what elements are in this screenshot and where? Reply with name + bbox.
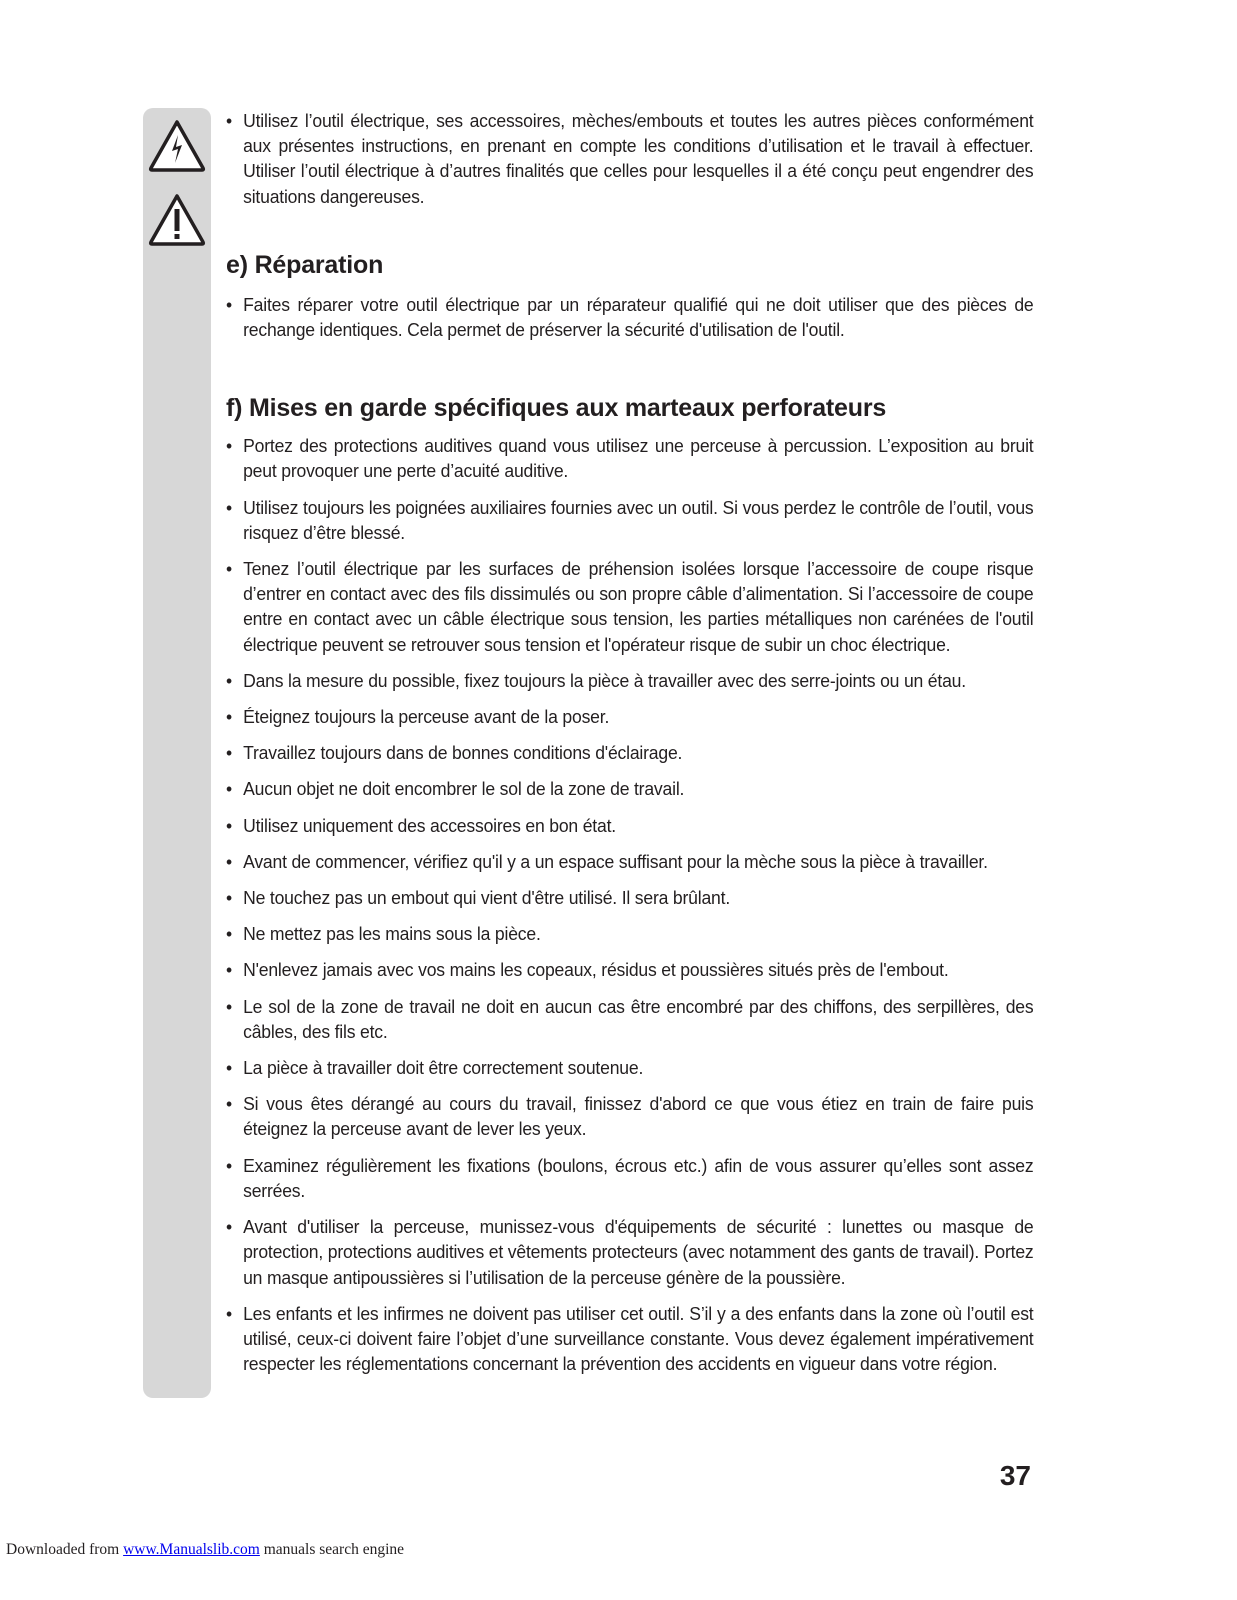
bullet-mark: • [226,110,232,131]
bullet-text: Travaillez toujours dans de bonnes conditions d'éclairage. [243,742,683,764]
heading-reparation: e) Réparation [226,250,384,279]
bullet-item [226,704,1034,729]
bullet-text: Les enfants et les infirmes ne doivent pas utiliser cet outil. S’il y a des enfants dans la zone où l’outil est utilisé, ceux-ci doivent faire l’objet d’une surveillance constante. Vous devez également impérativement respecter les réglementations concernant la prévention des accidents en vigueur dans votre région. [243,1302,1034,1375]
bullet-item [226,1055,1034,1080]
bullet-mark: • [226,669,232,691]
document-body [226,108,1032,1387]
bullet-item [226,668,1034,693]
bullet-mark: • [226,558,232,580]
bullet-text: Examinez régulièrement les fixations (boulons, écrous etc.) afin de vous assurer qu’elles sont assez serrées. [243,1154,1034,1201]
bullet-mark: • [226,742,232,764]
section-e-list [226,292,1032,342]
bullet-text: N'enlevez jamais avec vos mains les copeaux, résidus et poussières situés près de l'embout. [243,959,949,981]
bullet-mark: • [226,1302,232,1324]
bullet-text: Portez des protections auditives quand vous utilisez une perceuse à percussion. L’exposition au bruit peut provoquer une perte d’acuité auditive. [243,435,1034,482]
bullet-mark: • [226,923,232,945]
bullet-text: Utilisez toujours les poignées auxiliaires fournies avec un outil. Si vous perdez le contrôle de l’outil, vous risquez d’être blessé. [243,496,1034,543]
bullet-mark: • [226,293,232,315]
bullet-mark: • [226,435,232,457]
bullet-text: Ne mettez pas les mains sous la pièce. [243,923,541,945]
bullet-mark: • [226,1093,232,1115]
bullet-text: Faites réparer votre outil électrique par un réparateur qualifié qui ne doit utiliser que des pièces de rechange identiques. Cela permet de préserver la sécurité d'utilisation de l'outil. [243,293,1034,341]
bullet-text: Éteignez toujours la perceuse avant de la poser. [243,706,610,728]
manualslib-link[interactable]: www.Manualslib.com [123,1541,260,1558]
bullet-item [226,813,1034,838]
bullet-item [226,994,1034,1044]
bullet-text: Dans la mesure du possible, fixez toujours la pièce à travailler avec des serre-joints ou un étau. [243,669,966,691]
bullet-item [226,433,1034,483]
bullet-mark: • [226,1216,232,1238]
bullet-item [226,776,1034,801]
bullet-mark: • [226,778,232,800]
bullet-mark: • [226,995,232,1017]
bullet-mark: • [226,1154,232,1176]
general-warning-icon [147,192,207,248]
bullet-mark: • [226,887,232,909]
bullet-text: Utilisez l’outil électrique, ses accessoires, mèches/embouts et toutes les autres pièces conformément aux présentes instructions, en prenant en compte les conditions d’utilisation et le travail à effectuer. Utiliser l’outil électrique à d’autres finalités que celles pour lesquelles il a été conçu peut engendrer des situations dangereuses. [243,110,1034,207]
bullet-mark: • [226,496,232,518]
bullet-mark: • [226,706,232,728]
warning-sidebar [143,108,211,1398]
section-d-list [226,108,1032,209]
footer-suffix: manuals search engine [259,1541,405,1558]
bullet-item [226,957,1034,982]
bullet-item [226,1153,1034,1203]
footer-prefix: Downloaded from [6,1541,124,1558]
bullet-item [226,1214,1034,1290]
bullet-item [226,108,1034,209]
bullet-mark: • [226,814,232,836]
bullet-mark: • [226,850,232,872]
page-number: 37 [999,1460,1031,1491]
bullet-text: Tenez l’outil électrique par les surfaces de préhension isolées lorsque l’accessoire de coupe risque d’entrer en contact avec des fils dissimulés ou son propre câble d’alimentation. Si l’accessoire de coupe entre en contact avec un câble électrique sous tension, les parties métalliques non carénées de l'outil électrique peuvent se retrouver sous tension et l'opérateur risque de subir un choc électrique. [243,558,1034,655]
bullet-mark: • [226,959,232,981]
bullet-text: La pièce à travailler doit être correctement soutenue. [243,1057,644,1079]
heading-marteaux-perforateurs: f) Mises en garde spécifiques aux marteaux perforateurs [226,394,887,423]
bullet-text: Si vous êtes dérangé au cours du travail, finissez d'abord ce que vous étiez en train de faire puis éteignez la perceuse avant de lever les yeux. [243,1093,1034,1140]
bullet-mark: • [226,1057,232,1079]
bullet-text: Avant de commencer, vérifiez qu'il y a un espace suffisant pour la mèche sous la pièce à travailler. [243,850,988,872]
bullet-text: Avant d'utiliser la perceuse, munissez-vous d'équipements de sécurité : lunettes ou masque de protection, protections auditives et vêtements protecteurs (avec notamment des gants de travail). Portez un masque antipoussières si l’utilisation de la perceuse génère de la poussière. [243,1216,1034,1288]
bullet-text: Aucun objet ne doit encombrer le sol de la zone de travail. [243,778,685,800]
bullet-text: Ne touchez pas un embout qui vient d'être utilisé. Il sera brûlant. [243,887,731,909]
bullet-text: Le sol de la zone de travail ne doit en aucun cas être encombré par des chiffons, des serpillères, des câbles, des fils etc. [243,995,1034,1042]
section-f-list [226,433,1032,1376]
bullet-item [226,849,1034,874]
download-footer [6,1541,404,1559]
electric-hazard-icon [147,118,207,174]
bullet-item [226,556,1034,657]
bullet-item [226,1301,1034,1377]
bullet-item [226,292,1034,342]
bullet-item [226,885,1034,910]
bullet-item [226,495,1034,545]
bullet-item [226,1091,1034,1141]
bullet-text: Utilisez uniquement des accessoires en bon état. [243,814,616,836]
bullet-item [226,740,1034,765]
bullet-item [226,921,1034,946]
